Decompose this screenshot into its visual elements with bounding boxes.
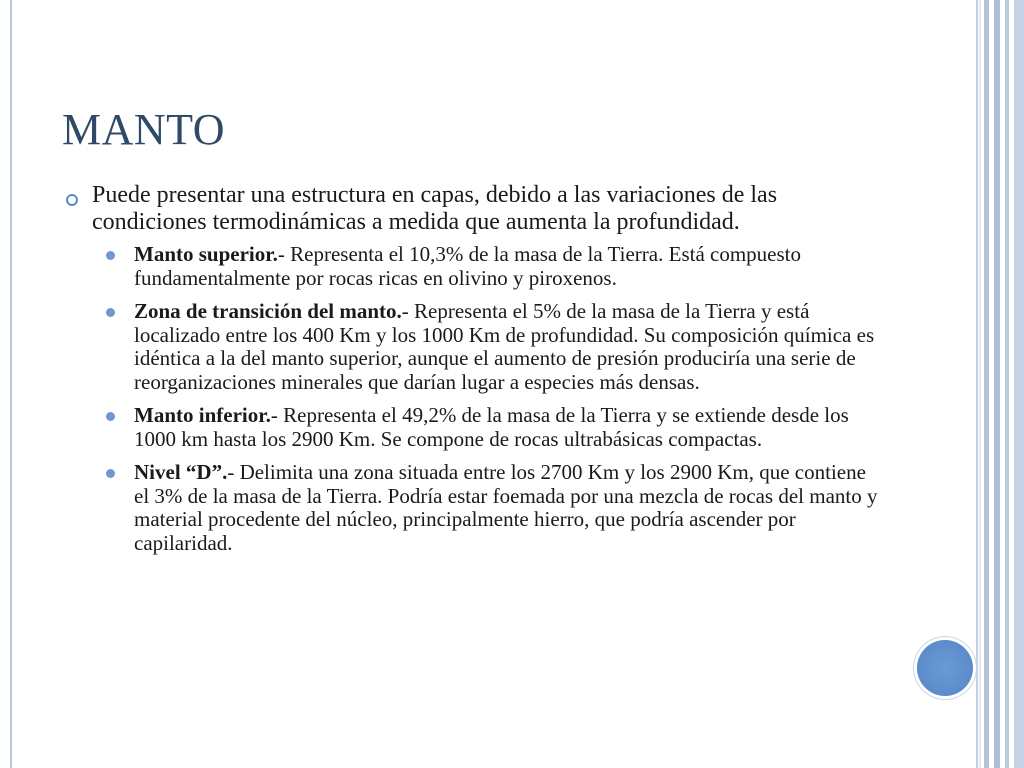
list-item — [62, 243, 882, 290]
dot-bullet-icon — [106, 469, 115, 478]
list-item — [62, 461, 882, 555]
intro-text: Puede presentar una estructura en capas, debido a las variaciones de las condiciones termodinámicas a medida que aumenta la profundidad. — [92, 182, 778, 235]
left-border-line — [10, 0, 12, 768]
list-item — [62, 404, 882, 451]
item-text: - Representa el 5% de la masa de la Tierra y está localizado entre los 400 Km y los 1000 Km de profundidad. Su composición química es idéntica a la del manto superior, aunque el aumento de presión produciría una serie de reorganizaciones minerales que darían lugar a especies más densas. — [134, 299, 875, 394]
right-stripe — [984, 0, 989, 768]
right-stripe — [994, 0, 1000, 768]
right-stripe — [976, 0, 978, 768]
dot-bullet-icon — [106, 251, 115, 260]
slide-title: MANTO — [62, 105, 226, 154]
item-text: - Representa el 10,3% de la masa de la Tierra. Está compuesto fundamentalmente por rocas ricas en olivino y piroxenos. — [134, 242, 801, 290]
slide-content — [62, 182, 882, 565]
ring-bullet-icon — [66, 194, 78, 206]
item-term: Nivel “D”. — [134, 460, 228, 484]
item-term: Zona de transición del manto. — [134, 299, 402, 323]
intro-paragraph — [62, 182, 882, 236]
dot-bullet-icon — [106, 308, 115, 317]
list-item — [62, 300, 882, 394]
right-stripe — [1005, 0, 1009, 768]
item-text: - Delimita una zona situada entre los 2700 Km y los 2900 Km, que contiene el 3% de la masa de la Tierra. Podría estar foemada por una mezcla de rocas del manto y material procedente del núcleo, principalmente hierro, que podría ascender por capilaridad. — [134, 460, 878, 555]
item-term: Manto superior. — [134, 242, 278, 266]
decorative-circle — [917, 640, 973, 696]
item-text: - Representa el 49,2% de la masa de la Tierra y se extiende desde los 1000 km hasta los 2900 Km. Se compone de rocas ultrabásicas compactas. — [134, 403, 849, 451]
dot-bullet-icon — [106, 412, 115, 421]
right-stripe — [1014, 0, 1024, 768]
right-stripe — [979, 0, 981, 768]
item-term: Manto inferior. — [134, 403, 271, 427]
